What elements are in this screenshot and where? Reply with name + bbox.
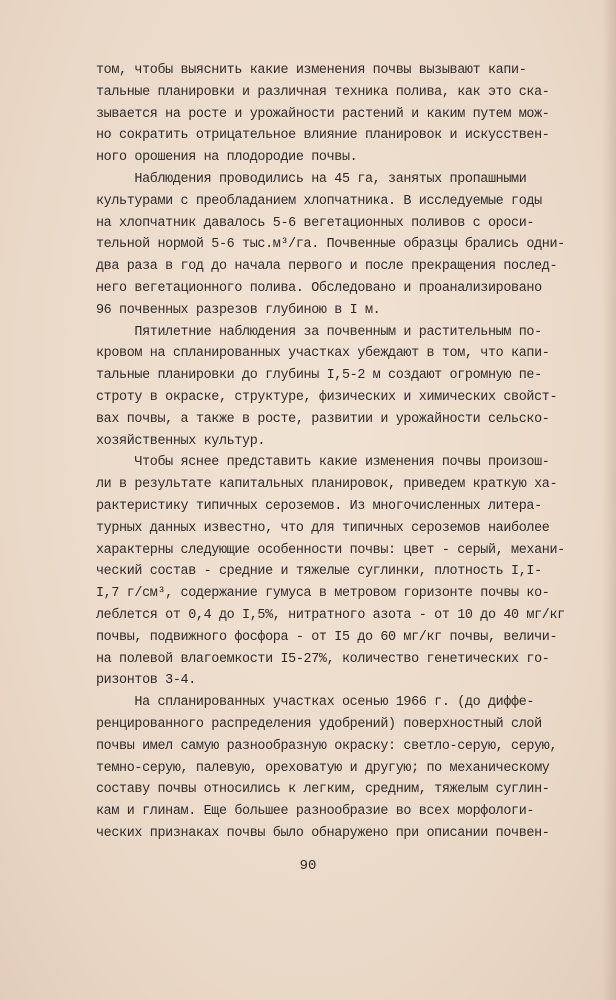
text-line: На спланированных участках осенью 1966 г. (до диффе- [96,695,535,711]
text-line: ного орошения на плодородие почвы. [96,150,358,166]
text-line: Наблюдения проводились на 45 га, занятых пропашными [96,171,527,187]
text-line: леблется от 0,4 до I,5%, нитратного азота - от 10 до 40 мг/кг [96,607,565,623]
text-line: тальные планировки до глубины I,5-2 м создают огромную пе- [96,368,542,384]
text-line: почвы, подвижного фосфора - от I5 до 60 мг/кг почвы, величи- [96,629,558,645]
text-line: тальные планировки и различная техника полива, как это ска- [96,84,550,100]
text-line: 96 почвенных разрезов глубиною в I м. [96,302,381,318]
page-number: 90 [299,858,317,874]
text-line: темно-серую, палевую, ореховатую и другую; по механическому [96,760,550,776]
text-line: культурами с преобладанием хлопчатника. В исследуемые годы [96,193,542,209]
text-line: зывается на росте и урожайности растений и каким путем мож- [96,106,550,122]
text-line: но сократить отрицательное влияние планировок и искусствен- [96,128,550,144]
text-line: характерны следующие особенности почвы: цвет - серый, механи- [96,542,565,558]
text-line: ли в результате капитальных планировок, приведем краткую ха- [96,477,558,493]
text-line: рактеристику типичных сероземов. Из многочисленных литера- [96,498,542,514]
text-line: вах почвы, а также в росте, развитии и урожайности сельско- [96,411,550,427]
text-line: хозяйственных культур. [96,433,266,449]
text-line: Пятилетние наблюдения за почвенным и растительным по- [96,324,542,340]
text-line: I,7 г/см³, содержание гумуса в метровом горизонте почвы ко- [96,586,550,602]
text-line: том, чтобы выяснить какие изменения почвы вызывают капи- [96,63,527,78]
text-line: два раза в год до начала первого и после прекращения послед- [96,259,558,275]
text-line: ризонтов 3-4. [96,673,196,689]
text-line: Чтобы яснее представить какие изменения почвы произош- [96,455,550,471]
text-line: почвы имел самую разнообразную окраску: светло-серую, серую, [96,738,558,754]
text-line: на хлопчатник давалось 5-6 вегетационных поливов с ороси- [96,215,535,231]
text-line: строту в окраске, структуре, физических и химических свойст- [96,389,558,405]
text-line: кам и глинам. Еще большее разнообразие во всех морфологи- [96,804,535,820]
text-line: турных данных известно, что для типичных сероземов наиболее [96,520,550,536]
text-line: кровом на спланированных участках убеждают в том, что капи- [96,346,550,362]
page-edge-shadow [602,0,616,1000]
text-line: составу почвы относились к легким, средним, тяжелым суглин- [96,782,550,798]
text-line: на полевой влагоемкости I5-27%, количество генетических го- [96,651,550,667]
text-line: ческих признаках почвы было обнаружено при описании почвен- [96,825,550,841]
text-line: тельной нормой 5-6 тыс.м³/га. Почвенные образцы брались одни- [96,237,565,253]
text-line: ренцированного распределения удобрений) поверхностный слой [96,716,542,732]
text-line: ческий состав - средние и тяжелые суглинки, плотность I,I- [96,564,542,580]
body-text [96,60,600,845]
text-line: него вегетационного полива. Обследовано и проанализировано [96,280,542,296]
